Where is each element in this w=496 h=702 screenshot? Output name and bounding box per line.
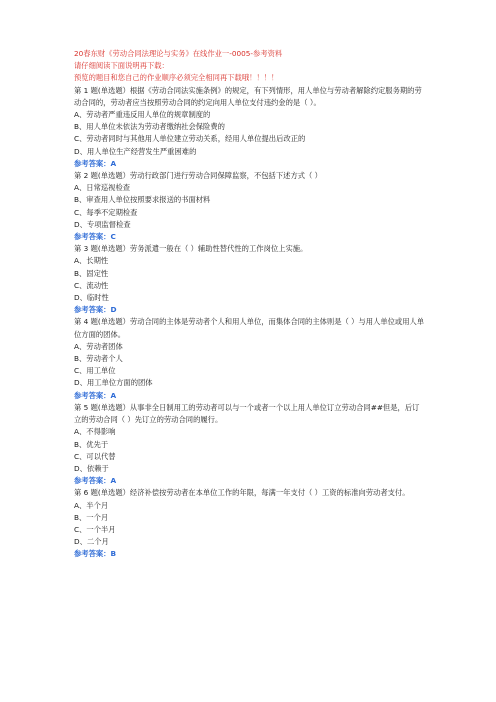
question-stem: 第 5 题(单选题）从事非全日制用工的劳动者可以与一个或者一个以上用人单位订立劳动合同##但是，后订立的劳动合同（ ）先订立的劳动合同的履行。 — [74, 402, 420, 425]
option-c: C、可以代替 — [74, 451, 116, 461]
option-d: D、专项监督检查 — [74, 219, 131, 229]
instruction-warning: 预览的题目和您自己的作业顺序必须完全相同再下载哦！！！！ — [74, 73, 279, 83]
question-stem: 第 4 题(单选题）劳动合同的主体是劳动者个人和用人单位，而集体合同的主体则是（ ）与用人单位或用人单位方面的团体。 — [74, 317, 425, 339]
option-d: D、用人单位生产经营发生严重困难的 — [74, 146, 197, 156]
question-stem: 第 6 题(单选题）经济补偿按劳动者在本单位工作的年限，每满一年支付（ ）工资的标准向劳动者支付。 — [74, 488, 410, 498]
question-stem: 第 1 题(单选题）根据《劳动合同法实施条例》的规定，有下列情形，用人单位与劳动者解除约定服务期的劳动合同的，劳动者应当按照劳动合同的约定向用人单位支付违约金的是（ ）。 — [74, 85, 422, 107]
option-a: A、日常巡视检查 — [74, 183, 131, 193]
reference-answer: 参考答案：C — [74, 232, 116, 242]
reference-answer: 参考答案：A — [74, 476, 117, 486]
document-page — [74, 48, 426, 561]
option-b: B、一个月 — [74, 512, 109, 522]
question-5 — [74, 402, 426, 487]
option-d: D、依赖于 — [74, 463, 109, 473]
reference-answer: 参考答案：A — [74, 158, 117, 168]
option-a: A、劳动者团体 — [74, 341, 123, 351]
question-stem: 第 2 题(单选题）劳动行政部门进行劳动合同保障监察，不包括下述方式（ ） — [74, 171, 322, 181]
question-stem: 第 3 题(单选题）劳务派遣一般在（ ）辅助性替代性的工作岗位上实施。 — [74, 244, 308, 254]
option-c: C、每季不定期检查 — [74, 207, 138, 217]
option-b: B、审查用人单位按照要求报送的书面材料 — [74, 195, 211, 205]
instruction-note: 请仔细阅读下面说明再下载： — [74, 61, 169, 71]
option-b: B、固定性 — [74, 268, 109, 278]
option-b: B、优先于 — [74, 439, 109, 449]
question-3 — [74, 243, 426, 316]
option-c: C、流动性 — [74, 280, 109, 290]
reference-answer: 参考答案：D — [74, 305, 117, 315]
document-title: 20春东财《劳动合同法理论与实务》在线作业一-0005-参考资料 — [74, 49, 283, 58]
option-b: B、劳动者个人 — [74, 354, 123, 364]
option-a: A、不得影响 — [74, 427, 116, 437]
option-c: C、一个半月 — [74, 524, 116, 534]
option-a: A、长期性 — [74, 256, 109, 266]
reference-answer: 参考答案：A — [74, 390, 117, 400]
option-c: C、用工单位 — [74, 366, 116, 376]
question-2 — [74, 170, 426, 243]
option-d: D、二个月 — [74, 537, 109, 547]
question-6 — [74, 487, 426, 560]
option-d: D、临时性 — [74, 293, 109, 303]
option-b: B、用人单位未依法为劳动者缴纳社会保险费的 — [74, 122, 225, 132]
option-c: C、劳动者同时与其他用人单位建立劳动关系，经用人单位提出后改正的 — [74, 134, 306, 144]
question-4 — [74, 316, 426, 401]
option-a: A、半个月 — [74, 500, 109, 510]
option-d: D、用工单位方面的团体 — [74, 378, 153, 388]
question-1 — [74, 85, 426, 170]
option-a: A、劳动者严重违反用人单位的规章制度的 — [74, 110, 211, 120]
reference-answer: 参考答案：B — [74, 549, 117, 559]
